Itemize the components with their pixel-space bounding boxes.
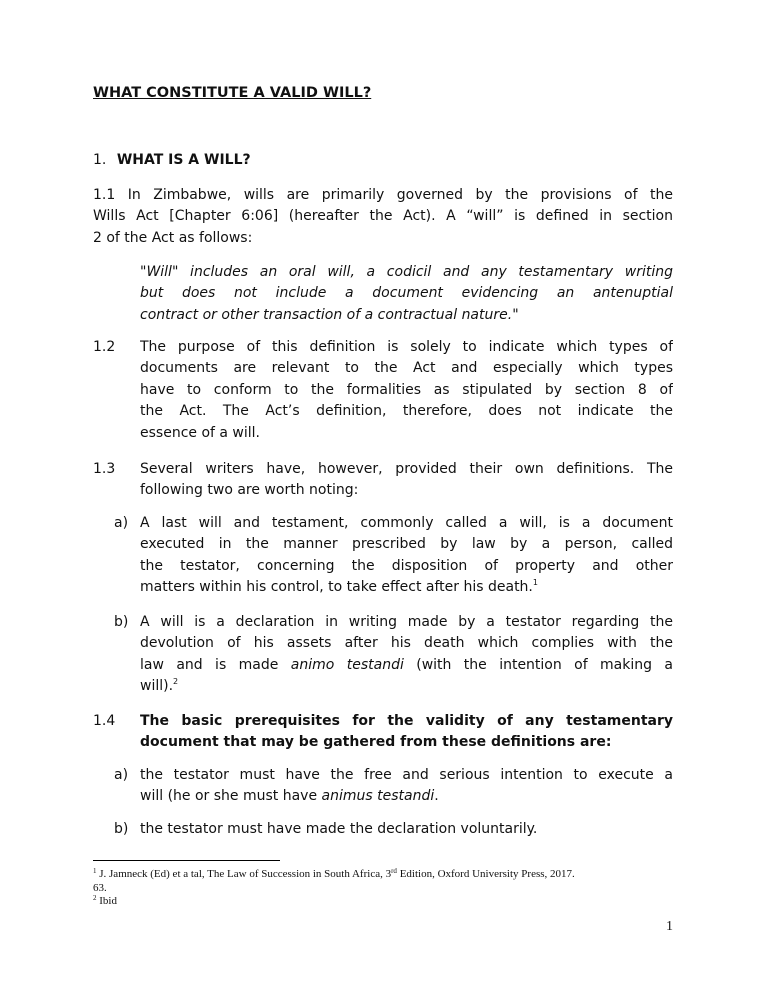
quoted-definition [140,262,673,326]
text-line: document that may be gathered from these definitions are: [140,734,612,751]
footnote-ref[interactable]: 1 [532,578,538,588]
text-line: have to conform to the formalities as stipulated by section 8 of [140,381,673,398]
document-title: WHAT CONSTITUTE A VALID WILL? [93,85,372,101]
list-label: b) [114,821,129,837]
text-line [140,655,673,676]
text: (with the intention of making a [403,656,673,673]
footnote-text: J. Jamneck (Ed) et a tal, The Law of Succession in South Africa, 3 [96,868,392,880]
text: will (he or she must have [140,788,322,805]
latin-term: animo testandi [290,656,404,673]
text-line: The basic prerequisites for the validity of any testamentary [140,713,673,729]
list-label: b) [114,614,129,630]
list-label: a) [114,767,129,783]
text-line: A will is a declaration in writing made by a testator regarding the [140,614,673,630]
text-line: A last will and testament, commonly called a will, is a document [140,515,673,531]
text-line: documents are relevant to the Act and especially which types [140,360,673,377]
text-line: 2 of the Act as follows: [93,229,253,246]
ordinal-suffix: rd [391,867,397,875]
paragraph-number: 1.2 [93,339,116,355]
text-line: devolution of his assets after his death which complies with the [140,635,673,652]
section-title: WHAT IS A WILL? [116,152,251,168]
text-line: Several writers have, however, provided their own definitions. The [140,461,673,477]
page-number: 1 [666,919,673,934]
section-heading [93,152,251,168]
text-line: 1.1 In Zimbabwe, wills are primarily governed by the provisions of the [93,187,673,203]
text: law and is made [140,656,291,673]
footnote-1 [93,868,693,895]
footnote-text: Edition, Oxford University Press, 2017. [396,868,575,880]
paragraph-number: 1.4 [93,713,116,729]
text-line: will). [140,678,174,695]
text-line: Wills Act [Chapter 6:06] (hereafter the Act). A “will” is defined in section [93,208,673,225]
text-line: following two are worth noting: [140,482,359,499]
paragraph-1-1 [93,185,673,249]
text: . [434,788,439,805]
footnote-separator [93,860,280,861]
footnote-2 [93,895,117,909]
text-line: but does not include a document evidencing an antenuptial [140,285,673,302]
footnote-text: Ibid [96,895,117,907]
text-line: executed in the manner prescribed by law by a person, called [140,536,673,553]
text-line: essence of a will. [140,424,260,441]
text-line: matters within his control, to take effect after his death. [140,579,533,596]
list-label: a) [114,515,129,531]
footnote-marker: 1 [93,867,97,875]
text-line: the testator must have made the declaration voluntarily. [140,821,538,837]
text-line: contract or other transaction of a contractual nature." [140,306,519,323]
text-line: the testator, concerning the disposition of property and other [140,557,673,574]
footnote-ref[interactable]: 2 [173,677,179,687]
text-line: "Will" includes an oral will, a codicil and any testamentary writing [140,264,673,280]
paragraph-number: 1.3 [93,461,116,477]
text-line: the testator must have the free and serious intention to execute a [140,767,673,783]
text-line: The purpose of this definition is solely to indicate which types of [140,339,673,355]
footnote-text: 63. [93,881,107,894]
latin-term: animus testandi [321,788,435,805]
text-line: the Act. The Act’s definition, therefore, does not indicate the [140,403,673,420]
section-number: 1. [93,152,107,168]
footnote-marker: 2 [93,894,97,902]
